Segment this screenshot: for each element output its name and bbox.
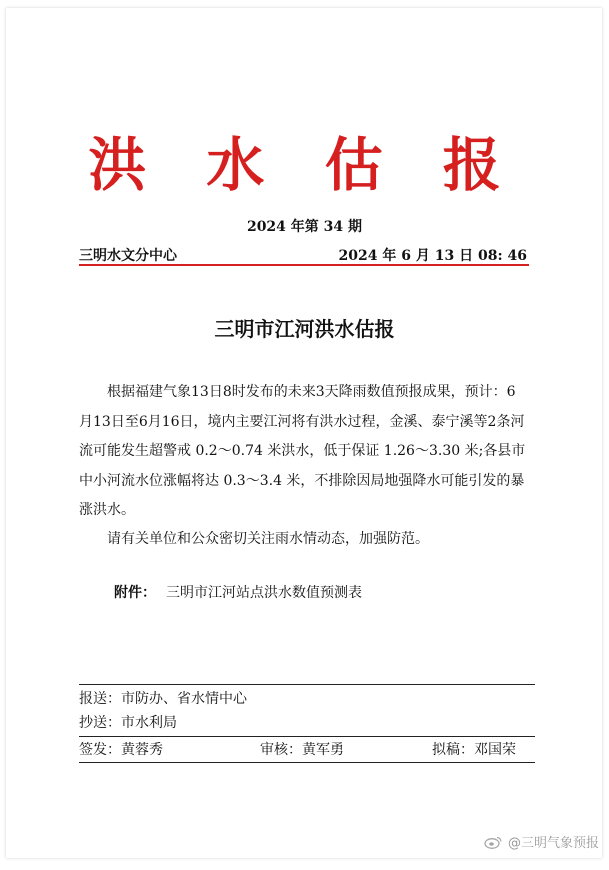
attachment-label: 附件： xyxy=(114,585,156,601)
footer-rule-top xyxy=(79,684,535,685)
footer-rule-middle xyxy=(79,736,535,737)
copy-to: 抄送：市水利局 xyxy=(79,715,177,731)
report-to: 报送：市防办、省水情中心 xyxy=(79,691,247,707)
signed-by: 签发：黄蓉秀 xyxy=(79,742,163,758)
watermark xyxy=(484,832,599,851)
document-title: 洪 水 估 报 xyxy=(88,131,521,199)
advisory-paragraph: 请有关单位和公众密切关注雨水情动态，加强防范。 xyxy=(107,531,429,547)
meta-row xyxy=(79,245,527,265)
red-divider xyxy=(79,264,529,266)
attachment-line xyxy=(114,582,362,602)
attachment-text: 三明市江河站点洪水数值预测表 xyxy=(166,585,362,601)
issue-number: 2024 年第 34 期 xyxy=(246,219,363,235)
watermark-text: @三明气象预报 xyxy=(507,836,599,851)
reviewed-by: 审核：黄军勇 xyxy=(260,742,344,758)
footer-rule-bottom xyxy=(79,762,535,763)
issue-datetime: 2024 年 6 月 13 日 08: 46 xyxy=(338,248,527,264)
report-heading: 三明市江河洪水估报 xyxy=(214,317,395,341)
weibo-icon xyxy=(484,835,504,849)
forecast-paragraph: 根据福建气象13日8时发布的未来3天降雨数值预报成果，预计：6月13日至6月16日，境内主要江河将有洪水过程，金溪、泰宁溪等2条河流可能发生超警戒 0.2～0.74 米洪水，低于保证 1.26～3.30 米;各县市中小河流水位涨幅将达 0.3～3.4 米，不排除因局地强降水可能引发的暴涨洪水。 xyxy=(79,384,526,518)
drafted-by: 拟稿：邓国荣 xyxy=(432,742,516,758)
issuer: 三明水文分中心 xyxy=(79,248,177,264)
